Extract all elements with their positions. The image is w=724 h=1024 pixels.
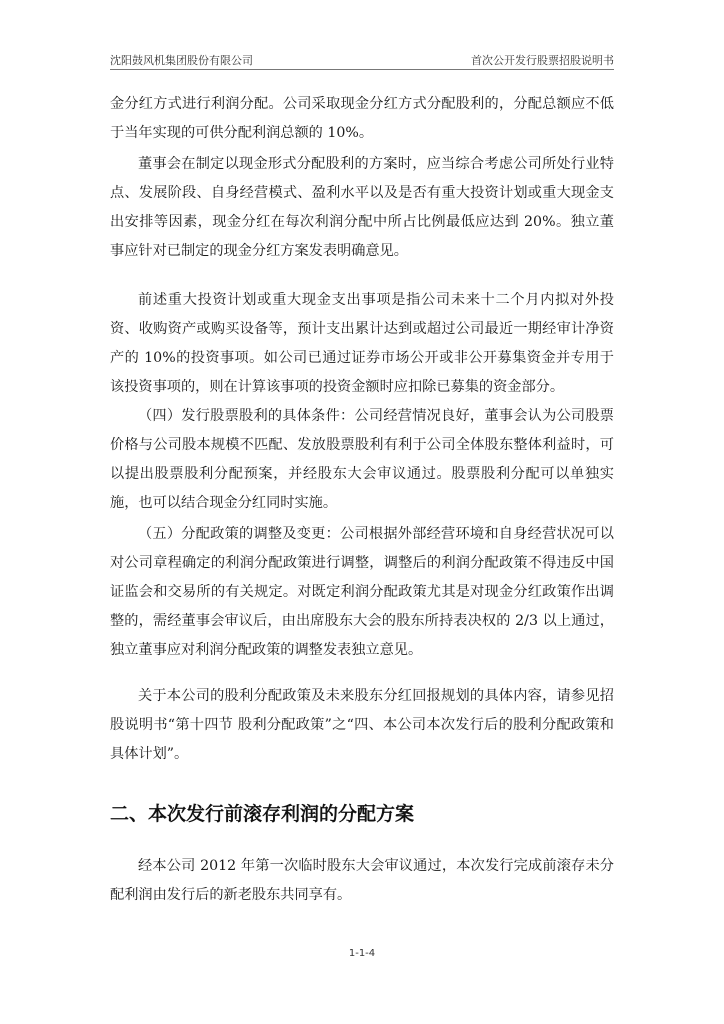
section-body: 经本公司 2012 年第一次临时股东大会审议通过，本次发行完成前滚存未分配利润由发行后的新老股东共同享有。 bbox=[110, 858, 614, 903]
section-title: 二、本次发行前滚存利润的分配方案 bbox=[110, 803, 415, 825]
header-divider bbox=[110, 69, 614, 70]
paragraph-stock-dividend-conditions: （四）发行股票股利的具体条件：公司经营情况良好，董事会认为公司股票价格与公司股本规模不匹配、发放股票股利有利于公司全体股东整体利益时，可以提出股票股利分配预案，并经股东大会审议通过。股票股利分配可以单独实施，也可以结合现金分红同时实施。 bbox=[110, 408, 614, 511]
paragraph-cash-dividend-ratio: 金分红方式进行利润分配。公司采取现金分红方式分配股利的，分配总额应不低于当年实现的可供分配利润总额的 10%。 bbox=[110, 96, 614, 141]
header-document-title: 首次公开发行股票招股说明书 bbox=[471, 54, 614, 67]
paragraph-policy-adjustment: （五）分配政策的调整及变更：公司根据外部经营环境和自身经营状况可以对公司章程确定的利润分配政策进行调整，调整后的利润分配政策不得违反中国证监会和交易所的有关规定。对既定利润分配政策尤其是对现金分红政策作出调整的，需经董事会审议后，由出席股东大会的股东所持表决权的 2/3 以上通过，独立董事应对利润分配政策的调整发表独立意见。 bbox=[110, 526, 614, 658]
paragraph-major-investment-definition: 前述重大投资计划或重大现金支出事项是指公司未来十二个月内拟对外投资、收购资产或购买设备等，预计支出累计达到或超过公司最近一期经审计净资产的 10%的投资事项。如公司已通过证券市场公开或非公开募集资金并专用于该投资事项的，则在计算该事项的投资金额时应扣除已募集的资金部分。 bbox=[110, 292, 614, 395]
page-header bbox=[110, 52, 614, 68]
paragraph-reference: 关于本公司的股利分配政策及未来股东分红回报规划的具体内容，请参见招股说明书“第十四节 股利分配政策”之“四、本公司本次发行后的股利分配政策和具体计划”。 bbox=[110, 688, 614, 762]
paragraph-board-cash-dividend: 董事会在制定以现金形式分配股利的方案时，应当综合考虑公司所处行业特点、发展阶段、自身经营模式、盈利水平以及是否有重大投资计划或重大现金支出安排等因素，现金分红在每次利润分配中所占比例最低应达到 20%。独立董事应针对已制定的现金分红方案发表明确意见。 bbox=[110, 156, 614, 259]
page-number: 1-1-4 bbox=[348, 948, 376, 959]
header-company-name: 沈阳鼓风机集团股份有限公司 bbox=[110, 54, 253, 67]
